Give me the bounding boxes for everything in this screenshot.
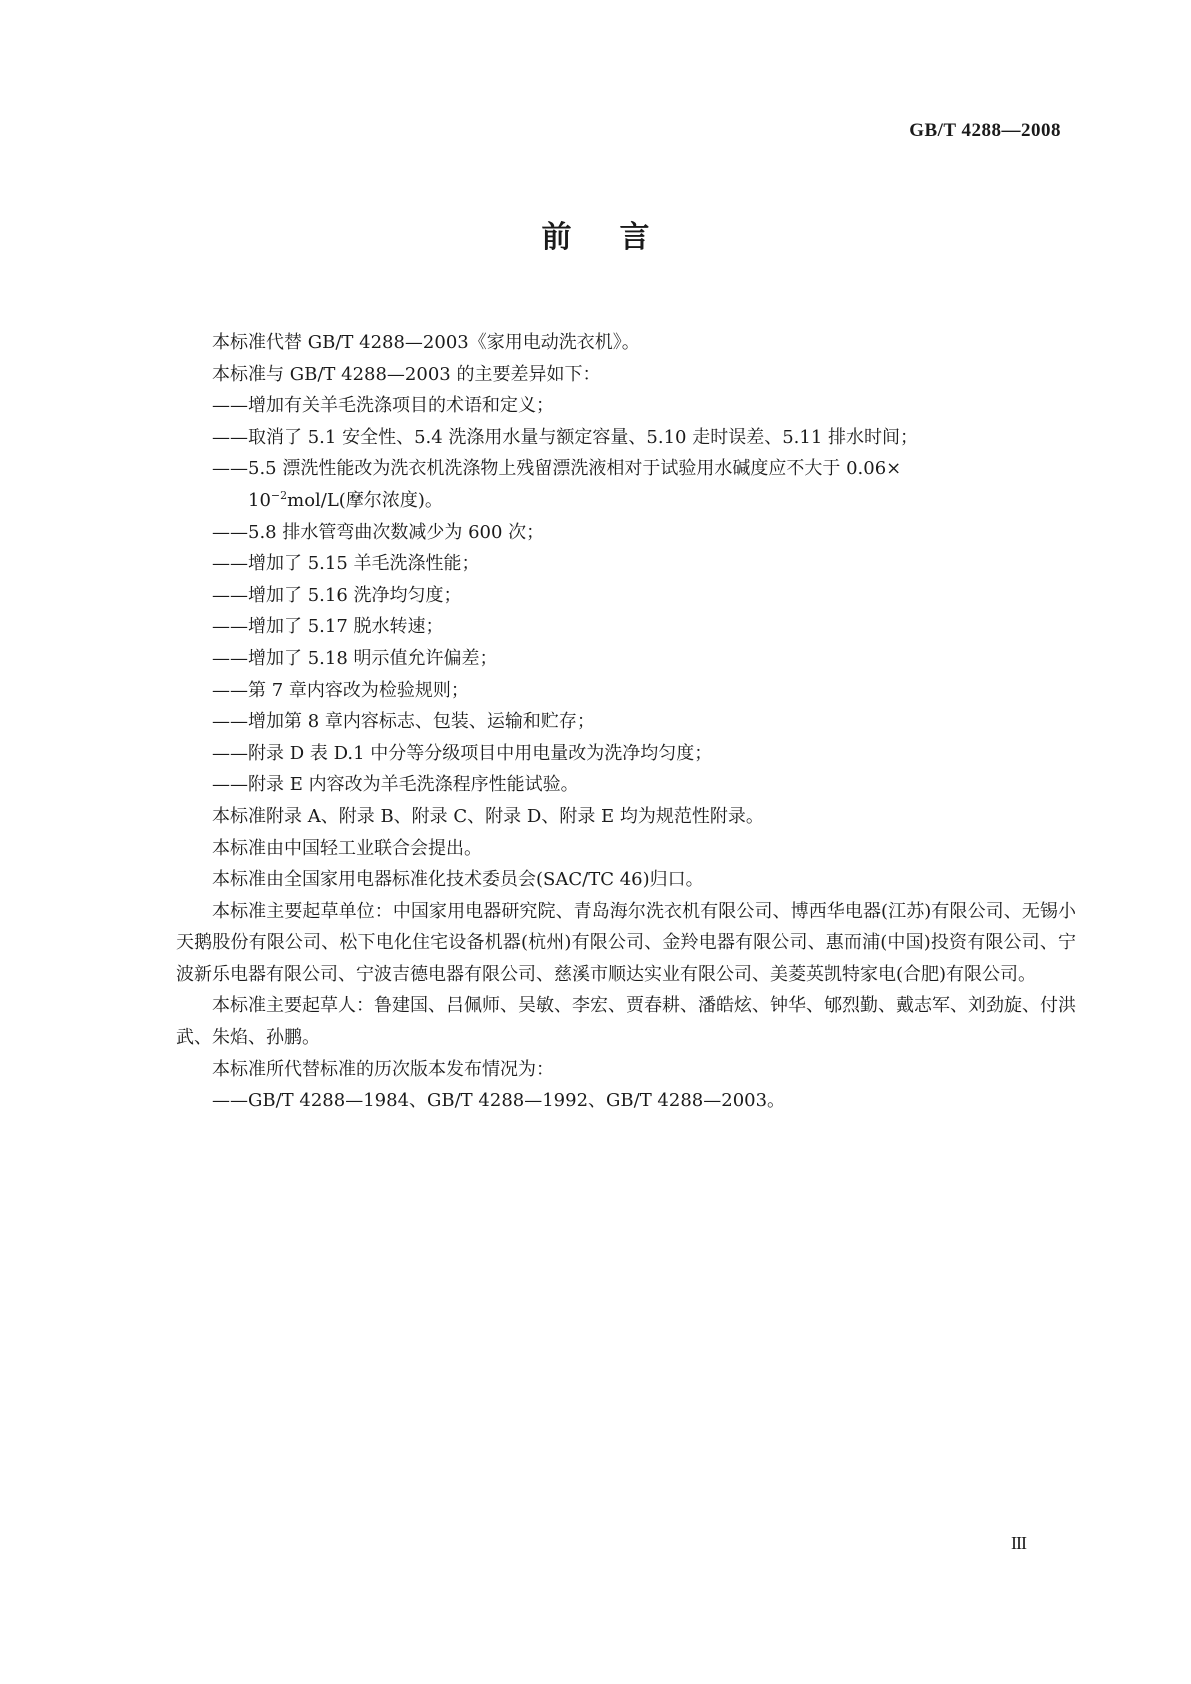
rinse-item-unit-base: 10 <box>248 489 271 511</box>
replacement-statement: 本标准代替 GB/T 4288—2003《家用电动洗衣机》。 <box>212 332 640 353</box>
difference-item: ——增加了 5.15 羊毛洗涤性能； <box>212 553 480 575</box>
difference-item: ——增加第 8 章内容标志、包装、运输和贮存； <box>212 711 595 733</box>
rinse-item-unit-rest: mol/L(摩尔浓度)。 <box>287 489 443 511</box>
difference-item: ——增加了 5.18 明示值允许偏差； <box>212 647 498 669</box>
difference-item: ——第 7 章内容改为检验规则； <box>212 679 469 701</box>
difference-item: ——增加有关羊毛洗涤项目的术语和定义； <box>212 395 554 417</box>
drafters: 本标准主要起草人：鲁建国、吕佩师、吴敏、李宏、贾春耕、潘皓炫、钟华、郇烈勤、戴志军、刘劲旋、付洪武、朱焰、孙鹏。 <box>176 995 1076 1049</box>
history-intro: 本标准所代替标准的历次版本发布情况为： <box>212 1058 554 1080</box>
difference-item: ——取消了 5.1 安全性、5.4 洗涤用水量与额定容量、5.10 走时误差、5.11 排水时间； <box>212 426 919 448</box>
rinse-item-text: ——5.5 漂洗性能改为洗衣机洗涤物上残留漂洗液相对于试验用水碱度应不大于 0.06× <box>212 458 902 480</box>
difference-item: ——增加了 5.17 脱水转速； <box>212 616 444 638</box>
standard-code: GB/T 4288—2008 <box>909 120 1061 141</box>
difference-item: ——5.8 排水管弯曲次数减少为 600 次； <box>212 521 545 543</box>
proposer-statement: 本标准由中国轻工业联合会提出。 <box>212 837 482 859</box>
difference-item: ——附录 D 表 D.1 中分等分级项目中用电量改为洗净均匀度； <box>212 742 713 764</box>
difference-item: ——附录 E 内容改为羊毛洗涤程序性能试验。 <box>212 774 579 796</box>
centralized-statement: 本标准由全国家用电器标准化技术委员会(SAC/TC 46)归口。 <box>212 869 704 891</box>
differences-intro: 本标准与 GB/T 4288—2003 的主要差异如下： <box>212 363 601 385</box>
appendix-statement: 本标准附录 A、附录 B、附录 C、附录 D、附录 E 均为规范性附录。 <box>212 805 764 827</box>
page-title: 前言 <box>541 220 698 255</box>
page-number: III <box>1011 1533 1026 1553</box>
difference-item-rinse <box>176 453 1076 516</box>
drafting-units: 本标准主要起草单位：中国家用电器研究院、青岛海尔洗衣机有限公司、博西华电器(江苏)有限公司、无锡小天鹅股份有限公司、松下电化住宅设备机器(杭州)有限公司、金羚电器有限公司、惠而浦(中国)投资有限公司、宁波新乐电器有限公司、宁波吉德电器有限公司、慈溪市顺达实业有限公司、美菱英凯特家电(合肥)有限公司。 <box>176 900 1076 985</box>
difference-item: ——增加了 5.16 洗净均匀度； <box>212 584 462 606</box>
history-item: ——GB/T 4288—1984、GB/T 4288—1992、GB/T 4288—2003。 <box>212 1090 786 1112</box>
rinse-item-unit-exponent: −2 <box>270 488 288 502</box>
foreword-body <box>176 327 1076 1117</box>
